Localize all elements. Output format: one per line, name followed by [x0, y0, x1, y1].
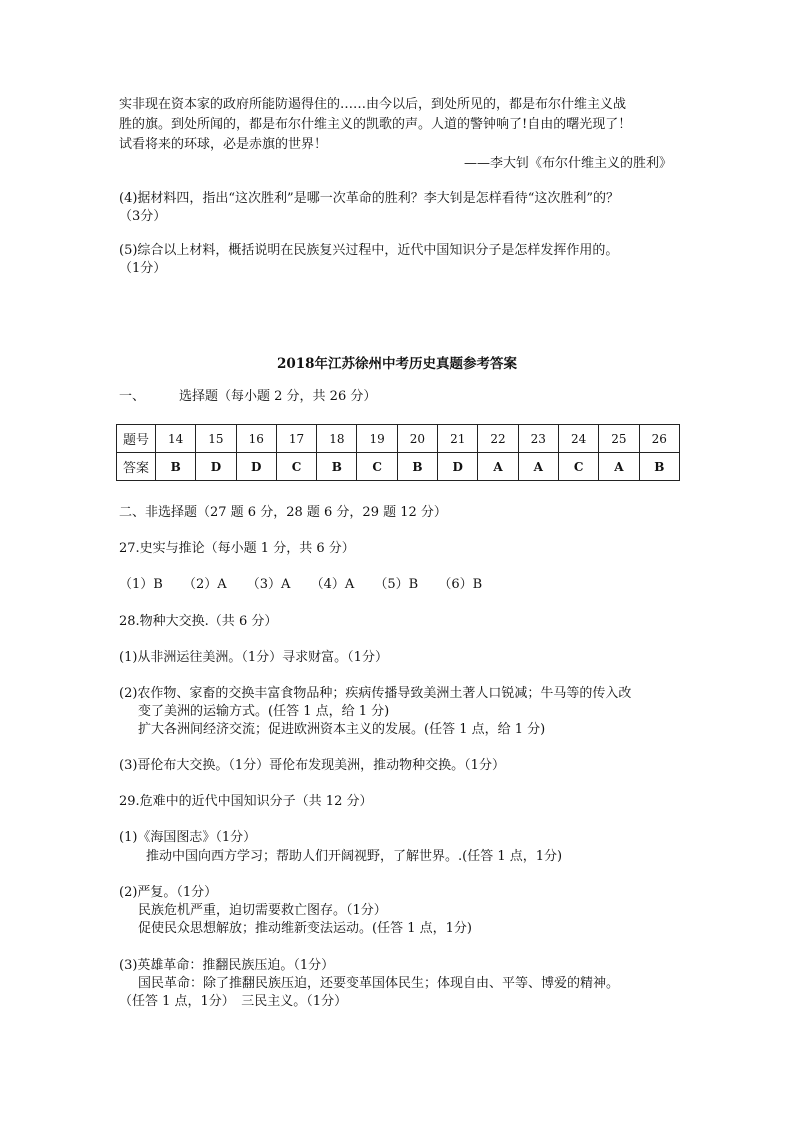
question-4-line-1: (4)据材料四，指出“这次胜利”是哪一次革命的胜利？李大钊是怎样看待“这次胜利”的？ [119, 191, 619, 206]
question-number: 16 [236, 425, 276, 453]
answer-cell: D [438, 453, 478, 481]
question-number: 17 [276, 425, 316, 453]
answer-cell: C [357, 453, 397, 481]
answer-cell: D [196, 453, 236, 481]
question-number: 18 [317, 425, 357, 453]
answer-cell: C [276, 453, 316, 481]
question-number: 23 [518, 425, 558, 453]
question-5-line-1: (5)综合以上材料，概括说明在民族复兴过程中，近代中国知识分子是怎样发挥作用的。 [119, 243, 619, 258]
question-number: 14 [156, 425, 196, 453]
q29-answer-2-line-3: 促使民众思想解放；推动维新变法运动。(任答 1 点，1分) [138, 921, 472, 936]
q29-answer-3-line-2: 国民革命：除了推翻民族压迫，还要变革国体民生；体现自由、平等、博爱的精神。 [138, 976, 620, 991]
q29-answer-1-line-1: (1)《海国图志》（1分） [119, 830, 257, 845]
answer-cell: C [558, 453, 598, 481]
answer-cell: D [236, 453, 276, 481]
answer-cell: A [599, 453, 639, 481]
answer-table-row-numbers [117, 425, 680, 453]
question-number: 21 [438, 425, 478, 453]
answer-cell: A [518, 453, 558, 481]
answer-cell: A [478, 453, 518, 481]
q29-title: 29.危难中的近代中国知识分子（共 12 分） [119, 794, 373, 809]
question-number: 26 [639, 425, 679, 453]
q28-title: 28.物种大交换.（共 6 分） [119, 614, 278, 629]
q27-answer: （3）A [246, 577, 291, 592]
answer-table-row-answers [117, 453, 680, 481]
answer-cell: B [317, 453, 357, 481]
answer-cell: B [639, 453, 679, 481]
question-number: 19 [357, 425, 397, 453]
q27-answer: （4）A [310, 577, 355, 592]
q28-answer-2-line-2: 变了美洲的运输方式。(任答 1 点，给 1 分) [138, 704, 390, 719]
q29-answer-3-line-1: (3)英雄革命：推翻民族压迫。（1分） [119, 958, 335, 973]
question-number: 15 [196, 425, 236, 453]
answer-table [116, 424, 680, 481]
table-header-number: 题号 [117, 425, 156, 453]
table-header-answer: 答案 [117, 453, 156, 481]
q27-title: 27.史实与推论（每小题 1 分，共 6 分） [119, 541, 355, 556]
section-1-text: 选择题（每小题 2 分，共 26 分） [179, 389, 377, 404]
answer-cell: B [397, 453, 437, 481]
material-line-2: 胜的旗。到处所闻的，都是布尔什维主义的凯歌的声。人道的警钟响了!自由的曙光现了！ [119, 117, 632, 132]
answer-title: 2018年江苏徐州中考历史真题参考答案 [276, 356, 518, 372]
section-1-heading [119, 388, 376, 406]
q29-answer-3-line-3: （任答 1 点，1分） 三民主义。（1分） [119, 994, 348, 1009]
question-number: 25 [599, 425, 639, 453]
q28-answer-2-line-3: 扩大各洲间经济交流；促进欧洲资本主义的发展。(任答 1 点，给 1 分) [138, 722, 546, 737]
material-line-1: 实非现在资本家的政府所能防遏得住的……由今以后，到处所见的，都是布尔什维主义战 [119, 97, 627, 112]
q28-answer-1: (1)从非洲运往美洲。（1分）寻求财富。（1分） [119, 650, 388, 665]
material-source: ——李大钊《布尔什维主义的胜利》 [463, 156, 672, 171]
section-1-label: 一、 [119, 389, 146, 404]
q29-answer-2-line-2: 民族危机严重，迫切需要救亡图存。（1分） [138, 903, 387, 918]
question-number: 24 [558, 425, 598, 453]
q27-answers [119, 576, 498, 594]
q29-answer-2-line-1: (2)严复。（1分） [119, 885, 218, 900]
question-5-line-2: （1分） [119, 261, 167, 276]
question-number: 22 [478, 425, 518, 453]
section-2-heading: 二、非选择题（27 题 6 分，28 题 6 分，29 题 12 分） [119, 505, 447, 520]
question-4-line-2: （3分） [119, 209, 167, 224]
q27-answer: （5）B [374, 577, 419, 592]
q29-answer-1-line-2: 推动中国向西方学习；帮助人们开阔视野，了解世界。.(任答 1 点，1分) [146, 849, 563, 864]
q27-answer: （6）B [438, 577, 483, 592]
material-line-3: 试看将来的环球，必是赤旗的世界！ [119, 137, 328, 152]
q28-answer-2-line-1: (2)农作物、家畜的交换丰富食物品种；疾病传播导致美洲土著人口锐减；牛马等的传入改 [119, 686, 632, 701]
q27-answer: （2）A [182, 577, 227, 592]
q27-answer: （1）B [119, 577, 163, 592]
answer-cell: B [156, 453, 196, 481]
q28-answer-3: (3)哥伦布大交换。（1分）哥伦布发现美洲，推动物种交换。（1分） [119, 758, 505, 773]
question-number: 20 [397, 425, 437, 453]
